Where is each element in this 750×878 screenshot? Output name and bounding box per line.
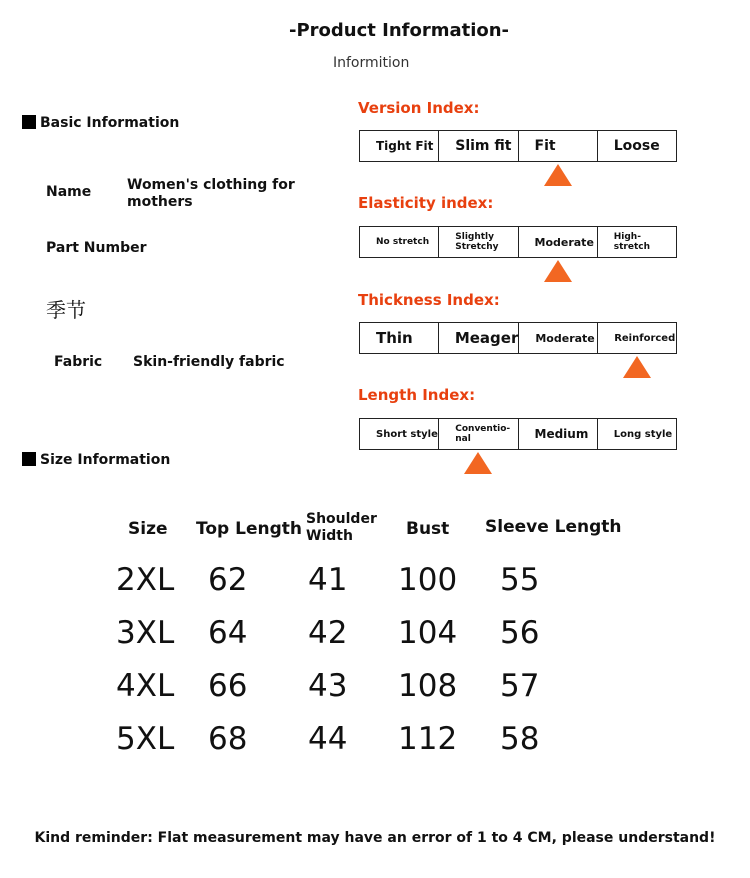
index-scale — [359, 418, 677, 450]
size-cell: 44 — [308, 721, 348, 757]
size-cell: 43 — [308, 668, 348, 704]
size-column-header: Shoulder Width — [306, 511, 377, 544]
index-option: Slim fit — [439, 131, 518, 161]
index-option: Short style — [360, 419, 439, 449]
basic-info-heading — [22, 115, 179, 131]
size-cell: 66 — [208, 668, 248, 704]
selection-triangle-icon — [464, 452, 492, 474]
size-cell: 3XL — [116, 615, 175, 651]
size-cell: 2XL — [116, 562, 175, 598]
name-value-line1: Women's clothing for — [127, 177, 295, 193]
index-option: Reinforced — [614, 332, 676, 344]
size-column-header: Bust — [406, 519, 450, 539]
size-cell: 57 — [500, 668, 540, 704]
size-cell: 108 — [398, 668, 458, 704]
index-title: Version Index: — [358, 99, 480, 117]
name-label: Name — [46, 184, 92, 200]
index-scale — [359, 226, 677, 258]
index-option: Moderate — [519, 323, 598, 353]
square-bullet-icon — [22, 452, 36, 466]
index-option: Medium — [519, 419, 598, 449]
index-option: Conventio-nal — [439, 419, 518, 449]
index-title: Thickness Index: — [358, 291, 500, 309]
size-info-heading — [22, 452, 170, 468]
index-scale — [359, 322, 677, 354]
size-cell: 112 — [398, 721, 458, 757]
size-column-header: Sleeve Length — [485, 517, 622, 537]
index-option: Fit — [519, 131, 598, 161]
index-option: Slightly Stretchy — [439, 227, 518, 257]
selection-triangle-icon — [544, 260, 572, 282]
size-column-header: Top Length — [196, 519, 302, 539]
size-cell: 64 — [208, 615, 248, 651]
part-number-label: Part Number — [46, 240, 147, 256]
size-cell: 56 — [500, 615, 540, 651]
square-bullet-icon — [22, 115, 36, 129]
size-cell: 104 — [398, 615, 458, 651]
page-title: -Product Information- — [288, 20, 510, 41]
kind-reminder: Kind reminder: Flat measurement may have an error of 1 to 4 CM, please understand! — [34, 830, 716, 846]
size-cell: 4XL — [116, 668, 175, 704]
size-info-heading-text: Size Information — [40, 452, 171, 468]
season-label: 季节 — [46, 298, 86, 322]
size-cell: 55 — [500, 562, 540, 598]
index-option: Loose — [613, 138, 660, 154]
page-subtitle: Informition — [333, 55, 410, 71]
size-cell: 42 — [308, 615, 348, 651]
index-title: Length Index: — [358, 386, 476, 404]
fabric-value: Skin-friendly fabric — [133, 354, 285, 370]
index-scale — [359, 130, 677, 162]
size-cell: 5XL — [116, 721, 175, 757]
index-title: Elasticity index: — [358, 194, 494, 212]
fabric-label: Fabric — [54, 354, 103, 370]
index-option: High-stretch — [613, 232, 650, 252]
size-cell: 100 — [398, 562, 458, 598]
index-option: No stretch — [360, 227, 439, 257]
selection-triangle-icon — [623, 356, 651, 378]
name-value-line2: mothers — [127, 194, 193, 210]
index-option: Thin — [360, 323, 439, 353]
name-value — [127, 177, 295, 211]
size-cell: 68 — [208, 721, 248, 757]
size-column-header: Size — [128, 519, 168, 539]
size-cell: 62 — [208, 562, 248, 598]
index-option: Long style — [613, 428, 673, 440]
size-cell: 58 — [500, 721, 540, 757]
index-option: Tight Fit — [360, 131, 439, 161]
selection-triangle-icon — [544, 164, 572, 186]
index-option: Meager — [439, 323, 520, 353]
index-option: Moderate — [519, 227, 598, 257]
size-cell: 41 — [308, 562, 348, 598]
basic-info-heading-text: Basic Information — [40, 115, 180, 131]
